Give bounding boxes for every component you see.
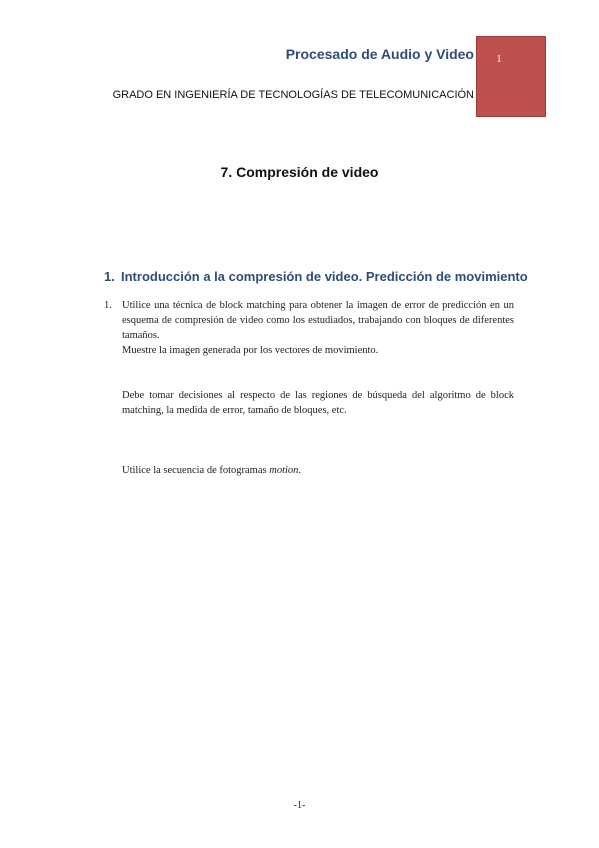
exercise-number: 1. xyxy=(104,300,112,311)
exercise-paragraph-2-text: Debe tomar decisiones al respecto de las regiones de búsqueda del algoritmo de block matching, la medida de error, tamaño de bloques, etc. xyxy=(122,390,514,416)
exercise-paragraph-3-prefix: Utilice la secuencia de fotogramas xyxy=(122,465,270,476)
exercise-paragraph-1-text: Utilice una técnica de block matching para obtener la imagen de error de predicción en un esquema de compresión de video como los estudiados, trabajando con bloques de diferentes tamaños. xyxy=(122,300,514,341)
section-heading-text: Introducción a la compresión de video. Predicción de movimiento xyxy=(121,269,528,284)
exercise-paragraph-3-suffix: . xyxy=(298,465,302,476)
exercise-paragraph-1-second-line: Muestre la imagen generada por los vectores de movimiento. xyxy=(122,345,379,356)
header-subtitle: GRADO EN INGENIERÍA DE TECNOLOGÍAS DE TELECOMUNICACIÓN xyxy=(112,89,474,101)
page-tab-number: 1 xyxy=(496,53,502,65)
sequence-name: motion xyxy=(269,465,299,476)
section-heading xyxy=(104,269,528,284)
header-title: Procesado de Audio y Video xyxy=(285,46,474,62)
exercise-paragraph-3 xyxy=(122,463,514,478)
section-number: 1. xyxy=(104,269,115,284)
exercise-paragraph-1 xyxy=(122,298,514,358)
document-title: 7. Compresión de video xyxy=(220,164,379,180)
page-number-tab xyxy=(476,36,546,117)
page-footer-number: -1- xyxy=(293,800,306,811)
exercise-paragraph-2 xyxy=(122,388,514,418)
